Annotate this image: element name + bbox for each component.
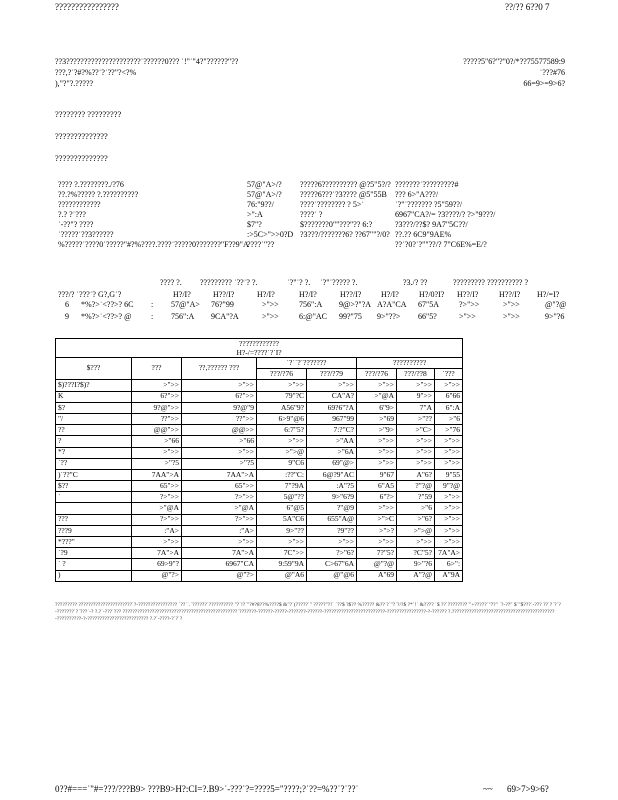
summary-cell: *%?>˙<??>? 6C <box>81 300 134 309</box>
keyword-line: ???????? ????????? <box>55 109 122 119</box>
row-label: $)???I?$)? <box>56 380 132 391</box>
meta-cell: ??.?? 6C9"9AE% <box>395 230 452 239</box>
column-header: ???/?76 <box>257 369 307 380</box>
meta-cell: $7"? <box>247 220 262 229</box>
table-cell: >">> <box>357 503 397 514</box>
table-cell: >">@ <box>257 447 307 458</box>
table-row <box>56 492 463 503</box>
table-cell: >"?5 <box>182 458 257 469</box>
table-cell: 9?@">> <box>132 402 182 413</box>
table-footnotes: ????????? ??????????????????????˙?-???????????????? ˙??˙˙.˙??????˙?????????? "?˙!?˙"?#?8??%????$ &"?˙(?????˙" ?????"?!˙ ˙??$ ?$?? %????? &?? ?˙"?˙?/?$ ?*˙!˙ &???? ˙$ ??˙????????˙"+?????˙"??" ˙?-??" $˙"$???˙-??? ??˙?˙?˙?-???????˙?˙???˙-? ?.?˙-???˙??? ???????????????????????????????????????????????˙???????-??????-?????-???????-??????-?????????????????????????-????????????????-?-?????? ?.??????????????????????????????????????????-??????????-?-????????????????????????? ?.?˙-????-?˙?˙? <box>55 602 561 622</box>
table-cell: @@>> <box>182 425 257 436</box>
table-cell: >">> <box>435 492 463 503</box>
column-header: ???/??8 <box>397 369 435 380</box>
row-label: ) <box>56 570 132 581</box>
column-header: ???/?79 <box>307 369 357 380</box>
intro-line <box>55 79 565 90</box>
data-table <box>55 338 463 582</box>
meta-cell: ??˙?0?˙?""??/? 7"C6E%=E/? <box>395 240 487 249</box>
table-row <box>56 413 463 424</box>
table-row <box>56 469 463 480</box>
table-cell: >"6? <box>397 514 435 525</box>
table-cell: 5A"C6 <box>257 514 307 525</box>
table-cell: >"66 <box>182 436 257 447</box>
table-row <box>56 447 463 458</box>
summary-col-head: H?/I? <box>173 290 191 299</box>
table-cell: 69>9"? <box>132 559 182 570</box>
summary-cell: 756":A <box>299 300 323 309</box>
table-cell: >">> <box>132 380 182 391</box>
summary-col-head: H??/I? <box>457 290 479 299</box>
table-cell: 9:59"9A <box>257 559 307 570</box>
table-cell: ?C"5? <box>397 548 435 559</box>
summary-cell: 9>"??> <box>377 312 401 321</box>
table-cell: >">> <box>435 514 463 525</box>
table-row <box>56 458 463 469</box>
row-label: )˙??"C <box>56 469 132 480</box>
table-cell: >">@ <box>397 525 435 536</box>
table-cell: @"?@ <box>357 559 397 570</box>
table-cell: 7?"5? <box>357 548 397 559</box>
page-footer-mark: ~~ <box>483 784 493 794</box>
row-label: *? <box>56 447 132 458</box>
intro-text: ???,?˙?#?%??˙?˙??"?<?% <box>55 68 137 77</box>
row-label <box>56 503 132 514</box>
table-cell: 655"A@ <box>307 514 357 525</box>
table-cell: 9?@"9 <box>182 402 257 413</box>
keyword-line: ?????????????? <box>55 153 108 163</box>
table-row <box>56 503 463 514</box>
table-cell: A"9A <box>435 570 463 581</box>
meta-cell: :>5C>">>0?D <box>247 230 294 239</box>
meta-cell: ????˙ ? <box>300 210 323 219</box>
meta-col-3 <box>300 180 391 240</box>
table-cell: >"@A <box>132 503 182 514</box>
table-cell: 9"67 <box>357 469 397 480</box>
meta-cell: ˙-??"? ???? <box>58 220 94 229</box>
summary-col-head: H?/=I? <box>537 290 560 299</box>
table-cell: >"66 <box>132 436 182 447</box>
meta-cell: 6967"CA?/= ?3????/? ?>"9???/ <box>395 210 496 219</box>
table-cell: >"@A <box>357 391 397 402</box>
table-cell: ?>">> <box>182 492 257 503</box>
table-row <box>56 481 463 492</box>
table-row <box>56 525 463 536</box>
summary-cell: 66"5? <box>418 312 437 321</box>
table-cell: 6":A <box>435 402 463 413</box>
summary-top-label: ???? ?. <box>160 278 182 287</box>
table-row <box>56 436 463 447</box>
summary-cell: 6 <box>65 300 69 309</box>
table-cell: 7AA">A <box>132 469 182 480</box>
summary-cell: 76?"99 <box>211 300 234 309</box>
table-cell: ?>">> <box>132 492 182 503</box>
meta-col-1 <box>58 180 249 250</box>
row-label: $?? <box>56 481 132 492</box>
table-cell: >">> <box>435 537 463 548</box>
table-cell: >">> <box>257 537 307 548</box>
table-cell: 7A"A> <box>435 548 463 559</box>
table-cell: >"6 <box>435 413 463 424</box>
table-cell: >">> <box>357 537 397 548</box>
summary-cell: : <box>151 300 154 309</box>
meta-col-4 <box>395 180 495 250</box>
table-row <box>56 537 463 548</box>
table-row <box>56 380 463 391</box>
table-cell: >">> <box>397 380 435 391</box>
summary-cell: 9 <box>65 312 69 321</box>
table-cell: @"A6 <box>257 570 307 581</box>
meta-cell: ?.? ?˙??? <box>58 210 86 219</box>
intro-text: ),"?"?.????? <box>55 79 94 88</box>
summary-top-labels <box>55 278 575 290</box>
summary-cell: 9@>?"?A <box>339 300 372 309</box>
table-cell: >"69 <box>357 413 397 424</box>
summary-col-head: H??/I? <box>499 290 521 299</box>
summary-col-head: H?/I? <box>381 290 399 299</box>
summary-cell: : <box>151 312 154 321</box>
table-cell: 6"@5 <box>257 503 307 514</box>
row-label: ˙?9 <box>56 548 132 559</box>
table-cell: CA"A? <box>307 391 357 402</box>
table-cell: ??">> <box>132 413 182 424</box>
table-cell: 79"?C <box>257 391 307 402</box>
meta-cell: $???????0""???"?? 6:? <box>300 220 373 229</box>
table-row <box>56 570 463 581</box>
table-cell: >"?5 <box>132 458 182 469</box>
table-cell: ?"?@ <box>397 481 435 492</box>
page-header-title: ???????????????? <box>55 2 119 12</box>
column-header: ???/?76 <box>357 369 397 380</box>
table-title-row <box>56 339 463 358</box>
results-summary <box>55 278 575 324</box>
table-cell: :A"?5 <box>307 481 357 492</box>
table-cell: >">> <box>132 537 182 548</box>
meta-cell: 76:"9??/ <box>247 200 274 209</box>
row-label: ?? <box>56 425 132 436</box>
meta-cell: ?????6?????????? @?5"5?/? <box>300 180 391 189</box>
intro-line <box>55 68 565 79</box>
summary-row <box>55 300 575 312</box>
table-cell: >"9> <box>357 425 397 436</box>
table-cell: :??"C: <box>257 469 307 480</box>
meta-cell: 57@"A>/? <box>247 180 282 189</box>
summary-cell: >">> <box>503 312 520 321</box>
table-cell: :"A> <box>182 525 257 536</box>
table-title-text: ???????????? <box>239 339 279 348</box>
table-cell: >"6 <box>397 503 435 514</box>
summary-col-head: H?/I? <box>299 290 317 299</box>
meta-cell: ?????6???˙?3???? @5"55B <box>300 190 387 199</box>
table-cell: 9">> <box>397 391 435 402</box>
summary-cell: 99?"75 <box>339 312 362 321</box>
table-cell: A56"9? <box>257 402 307 413</box>
meta-cell: ?3???/??$? 9A7"5C??/ <box>395 220 468 229</box>
column-group-header: ?????????? <box>357 358 463 369</box>
meta-cell: ???????˙?????????# <box>395 180 459 189</box>
row-label: *???" <box>56 537 132 548</box>
table-cell: 69"@> <box>307 458 357 469</box>
intro-right: ˙???#76 <box>539 68 565 77</box>
summary-cell: >">> <box>262 312 279 321</box>
page-footer-number: 69>7>9>6? <box>507 784 549 794</box>
row-label: ??? <box>56 514 132 525</box>
table-cell: @"@6 <box>307 570 357 581</box>
meta-cell: ˙?????˙??3?????? <box>58 230 114 239</box>
table-cell: >">> <box>435 458 463 469</box>
summary-cell: >">> <box>503 300 520 309</box>
row-label: "/ <box>56 413 132 424</box>
summary-cell: 57@"A> <box>171 300 200 309</box>
table-cell: >">> <box>182 537 257 548</box>
table-cell: >">> <box>357 447 397 458</box>
summary-top-label: ????????? ˙??˙? ?. <box>200 278 258 287</box>
table-cell: 6"9> <box>357 402 397 413</box>
table-cell: >">> <box>435 525 463 536</box>
column-header: ˙??? <box>435 369 463 380</box>
summary-cell: >">> <box>459 312 476 321</box>
intro-text: ??3?????????????????????˙??????0??? ˙!"˙"4?"??????"?? <box>55 57 239 66</box>
table-cell: A"69 <box>357 570 397 581</box>
column-header: ??,?????? ??? <box>182 358 257 380</box>
table-cell: >">> <box>357 436 397 447</box>
table-cell: >">> <box>307 537 357 548</box>
table-cell: 9>"6?9 <box>307 492 357 503</box>
table-cell: 9>"?? <box>257 525 307 536</box>
table-cell: A"6? <box>397 469 435 480</box>
table-cell: 7:?"C? <box>307 425 357 436</box>
table-cell: 65">> <box>182 481 257 492</box>
table-cell: 65">> <box>132 481 182 492</box>
table-cell: >">> <box>397 537 435 548</box>
table-cell: 7"?9A <box>257 481 307 492</box>
page-header-date: ??/?? 6??0 7 <box>505 2 550 12</box>
table-cell: 9"C6 <box>257 458 307 469</box>
table-cell: @"?> <box>182 570 257 581</box>
table-cell: :"A> <box>132 525 182 536</box>
table-cell: 7C">> <box>257 548 307 559</box>
table-cell: ?>"6? <box>307 548 357 559</box>
table-row <box>56 402 463 413</box>
summary-col-head: H??/I? <box>213 290 235 299</box>
table-cell: >"?? <box>397 413 435 424</box>
table-cell: >">> <box>435 447 463 458</box>
row-label: $? <box>56 402 132 413</box>
table-cell: 7"A <box>397 402 435 413</box>
table-cell: >"AA <box>307 436 357 447</box>
intro-line <box>55 57 565 68</box>
table-cell: ?"@9 <box>307 503 357 514</box>
table-cell: 6:7"5? <box>257 425 307 436</box>
column-header: ??? <box>132 358 182 380</box>
table-cell: 7A">A <box>132 548 182 559</box>
table-row <box>56 391 463 402</box>
summary-row-label: ???/? ˙???˙? G?,G˙? <box>58 290 122 299</box>
table-cell: C>67"6A <box>307 559 357 570</box>
table-cell: @@">> <box>132 425 182 436</box>
keyword-line: ?????????????? <box>55 131 108 141</box>
table-cell: 9>"?6 <box>397 559 435 570</box>
table-cell: >">C <box>357 514 397 525</box>
row-label: ˙ ? <box>56 559 132 570</box>
intro-block <box>55 57 565 90</box>
table-cell: >"@A <box>182 503 257 514</box>
table-cell: 6>": <box>435 559 463 570</box>
meta-cell: ??? 6>"A???/ <box>395 190 439 199</box>
summary-row <box>55 312 575 324</box>
table-cell: ?>">> <box>182 514 257 525</box>
table-body <box>56 380 463 581</box>
column-group-header: ˙?˙˙?˙??????? <box>257 358 357 369</box>
row-label: ???9 <box>56 525 132 536</box>
summary-top-label: ?3./? ?? <box>403 278 428 287</box>
table-cell: ??">> <box>182 413 257 424</box>
table-group-row <box>56 358 463 369</box>
intro-right: ?????5"6?"?"0?/*??75577589:9 <box>463 57 565 66</box>
table-row <box>56 548 463 559</box>
summary-top-label: ????????? ?????????? ? <box>453 278 529 287</box>
summary-col-head: H?/0?I? <box>419 290 445 299</box>
table-cell: 5@"?? <box>257 492 307 503</box>
table-cell: >">> <box>257 436 307 447</box>
table-cell: ?>">> <box>132 514 182 525</box>
row-label: ˙ <box>56 492 132 503</box>
summary-top-label: ˙?"˙????? ?. <box>320 278 358 287</box>
meta-cell: 57@"A>/? <box>247 190 282 199</box>
table-cell: 967"99 <box>307 413 357 424</box>
table-cell: >">> <box>357 380 397 391</box>
row-label: ? <box>56 436 132 447</box>
page-footer-text: 0??#===˙"#=???/???B9> ???B9>H?:CI=?.B9>˙-???˙?=????5="????;?˙??=%??˙?˙??˙ <box>55 784 359 794</box>
meta-cell: ????˙"?? <box>247 240 275 249</box>
table-cell: >"76 <box>435 425 463 436</box>
meta-cell: ???????????? <box>58 200 101 209</box>
table-cell: 6"A5 <box>357 481 397 492</box>
table-cell: ?9"?? <box>307 525 357 536</box>
table-row <box>56 559 463 570</box>
summary-cell: 756":A <box>171 312 195 321</box>
meta-cell: >":A <box>247 210 263 219</box>
meta-cell: ?3???/???????6? ??67""?/0? <box>300 230 390 239</box>
table-cell: >">> <box>397 458 435 469</box>
column-header: $??? <box>56 358 132 380</box>
summary-cell: >">> <box>262 300 279 309</box>
row-label: ˙?? <box>56 458 132 469</box>
table-cell: >">> <box>182 447 257 458</box>
meta-col-2 <box>247 180 293 250</box>
table-cell: 6"66 <box>435 391 463 402</box>
row-label: K <box>56 391 132 402</box>
summary-cell: A?A"CA <box>377 300 407 309</box>
table-cell: 6>9"@6 <box>257 413 307 424</box>
table-row <box>56 514 463 525</box>
table-cell: 7AA">A <box>182 469 257 480</box>
summary-cell: *%?>˙<??>? @ <box>81 312 132 321</box>
table-cell: A"?@ <box>397 570 435 581</box>
table-cell: >">> <box>307 380 357 391</box>
table-cell: >">> <box>397 436 435 447</box>
table-cell: 6?">> <box>132 391 182 402</box>
meta-cell: ??.?%????? ?.?????????? <box>58 190 139 199</box>
meta-cell: ˙?"˙??????? ?5"59??/ <box>395 200 463 209</box>
summary-col-head: H??/I? <box>340 290 362 299</box>
table-cell: >"6A <box>307 447 357 458</box>
summary-cell: @"?@ <box>545 300 567 309</box>
table-title <box>56 339 463 358</box>
table-cell: 6@?9"AC <box>307 469 357 480</box>
table-cell: 6967"CA <box>182 559 257 570</box>
table-cell: 6"?> <box>357 492 397 503</box>
summary-cell: 9CA"?A <box>211 312 239 321</box>
table-cell: >">> <box>435 380 463 391</box>
table-cell: @"?> <box>132 570 182 581</box>
table-cell: >">> <box>357 458 397 469</box>
table-row <box>56 425 463 436</box>
summary-cell: 9>"?6 <box>545 312 565 321</box>
summary-cell: ?>">> <box>459 300 480 309</box>
summary-col-head: H?/I? <box>257 290 275 299</box>
summary-cell: 6:@"AC <box>299 312 327 321</box>
table-cell: >">> <box>435 436 463 447</box>
table-cell: >"C> <box>397 425 435 436</box>
meta-cell: %?????˙????0˙?????"#?%????.????˙?????0???????"F??9"A <box>58 240 249 249</box>
table-cell: 7A">A <box>182 548 257 559</box>
meta-cell: ????˙???????? ? 5>˙ <box>300 200 364 209</box>
table-cell: 6?">> <box>182 391 257 402</box>
table-cell: >">> <box>397 447 435 458</box>
summary-col-heads <box>55 290 575 300</box>
summary-cell: 67"5A <box>418 300 440 309</box>
summary-top-label: ˙?"˙? ?. <box>287 278 311 287</box>
table-cell: >">> <box>132 447 182 458</box>
table-cell: >">> <box>435 503 463 514</box>
table-cell: 69?6"?A <box>307 402 357 413</box>
intro-right: 66=9>=9>6? <box>523 79 565 88</box>
table-cell: >">> <box>257 380 307 391</box>
table-cell: >">> <box>182 380 257 391</box>
table-cell: >">? <box>357 525 397 536</box>
table-cell: 9"?@ <box>435 481 463 492</box>
table-subtitle-text: H?-/=????˙?˙I? <box>236 348 282 357</box>
meta-cell: ???? ?.????????./?76 <box>58 180 124 189</box>
table-cell: ?"59 <box>397 492 435 503</box>
table-cell: 9"55 <box>435 469 463 480</box>
